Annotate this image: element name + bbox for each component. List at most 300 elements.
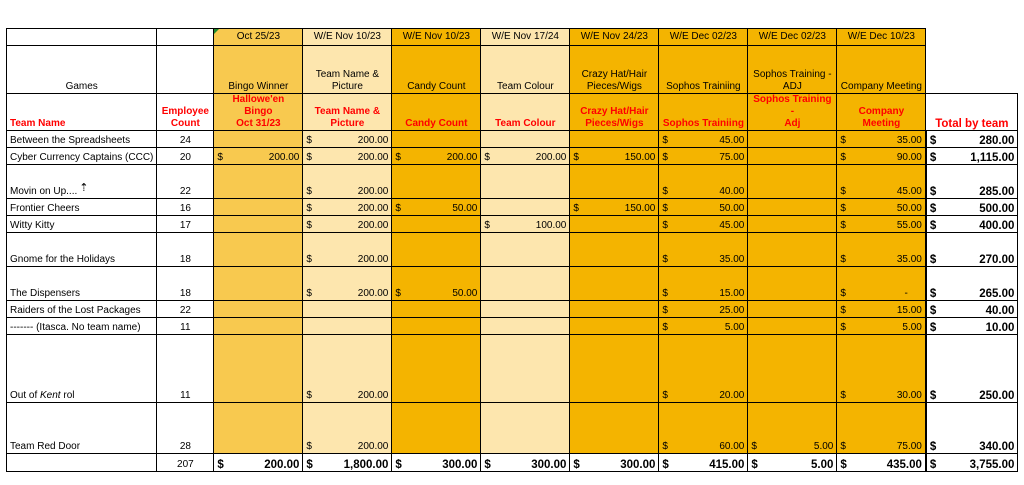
amount: 270.00 [979, 254, 1015, 266]
score-cell[interactable] [303, 165, 392, 199]
score-cell[interactable] [837, 148, 926, 165]
amount: 50.00 [452, 288, 478, 299]
score-cell[interactable] [748, 199, 837, 216]
amount: 200.00 [357, 135, 389, 146]
amount: 200.00 [357, 203, 389, 214]
score-cell[interactable] [570, 216, 659, 233]
currency-symbol: $ [395, 459, 402, 471]
amount: 500.00 [979, 203, 1015, 215]
score-cell[interactable] [481, 199, 570, 216]
score-cell[interactable] [659, 318, 748, 335]
amount: 35.00 [719, 254, 745, 265]
blank-cell [157, 46, 214, 94]
currency-value [840, 152, 922, 164]
currency-symbol: $ [217, 459, 224, 471]
score-cell[interactable] [303, 403, 392, 454]
team-total[interactable] [926, 148, 1018, 165]
score-cell[interactable] [303, 131, 392, 148]
game-line: Team Colour [497, 81, 554, 92]
amount: 5.00 [724, 322, 745, 333]
amount: 15.00 [719, 288, 745, 299]
currency-symbol: $ [306, 152, 312, 163]
team-row [7, 267, 1018, 301]
score-cell[interactable] [214, 165, 303, 199]
score-cell[interactable] [570, 301, 659, 318]
employee-count-line: Count [170, 118, 200, 129]
currency-value [217, 152, 299, 164]
currency-symbol: $ [217, 152, 223, 163]
currency-symbol: $ [573, 459, 580, 471]
score-cell[interactable] [659, 216, 748, 233]
amount: 35.00 [896, 135, 922, 146]
week-header[interactable]: W/E Nov 10/23 [303, 29, 392, 46]
week-header[interactable]: W/E Nov 24/23 [570, 29, 659, 46]
currency-symbol: $ [484, 152, 490, 163]
game-line: Candy Count [407, 81, 466, 92]
amount: 285.00 [979, 186, 1015, 198]
score-cell[interactable] [659, 335, 748, 403]
game-name[interactable] [659, 46, 748, 94]
team-name-text: Gnome for the Holidays [10, 254, 116, 265]
score-cell[interactable] [748, 165, 837, 199]
score-cell[interactable] [748, 403, 837, 454]
employee-count[interactable]: 28 [157, 403, 214, 454]
score-cell[interactable] [392, 233, 481, 267]
currency-symbol: $ [662, 220, 668, 231]
amount: 90.00 [896, 152, 922, 163]
team-name-text: Cyber Currency Captains (CCC) [10, 152, 154, 163]
currency-symbol: $ [306, 459, 313, 471]
score-cell[interactable] [570, 233, 659, 267]
game-name[interactable] [481, 46, 570, 94]
score-cell[interactable] [659, 131, 748, 148]
team-header-row [7, 94, 1018, 131]
currency-symbol: $ [840, 203, 846, 214]
grand-total[interactable] [926, 454, 1018, 472]
team-name-text: rol [60, 390, 75, 401]
score-cell[interactable] [303, 301, 392, 318]
score-cell[interactable] [570, 148, 659, 165]
game-name[interactable] [837, 46, 926, 94]
team-name[interactable] [7, 199, 157, 216]
employee-count-total[interactable]: 207 [157, 454, 214, 472]
red-game-line: Adj [784, 118, 801, 129]
score-cell[interactable] [570, 318, 659, 335]
score-cell[interactable] [214, 233, 303, 267]
score-cell[interactable] [837, 216, 926, 233]
score-cell[interactable] [303, 148, 392, 165]
week-header[interactable]: W/E Dec 02/23 [748, 29, 837, 46]
red-game-line: Team Colour [495, 118, 556, 129]
employee-count[interactable]: 18 [157, 267, 214, 301]
score-cell[interactable] [481, 233, 570, 267]
score-cell[interactable] [570, 131, 659, 148]
amount: 250.00 [979, 390, 1015, 402]
employee-count[interactable]: 18 [157, 233, 214, 267]
team-name[interactable] [7, 267, 157, 301]
currency-value [573, 203, 655, 215]
score-cell[interactable] [481, 216, 570, 233]
score-cell[interactable] [214, 131, 303, 148]
currency-symbol: $ [929, 441, 937, 453]
team-name[interactable] [7, 318, 157, 335]
currency-value [930, 135, 1015, 147]
currency-symbol: $ [662, 305, 668, 316]
red-game-line: Company Meeting [858, 106, 905, 129]
currency-value [395, 203, 477, 215]
team-points-table [6, 28, 1018, 472]
column-total[interactable] [481, 454, 570, 472]
team-total[interactable] [926, 216, 1018, 233]
currency-value [840, 254, 922, 266]
red-game-line: Pieces/Wigs [585, 118, 644, 129]
currency-value [930, 441, 1015, 453]
score-cell[interactable] [214, 335, 303, 403]
employee-count[interactable]: 24 [157, 131, 214, 148]
amount: 5.00 [810, 459, 834, 471]
score-cell[interactable] [570, 403, 659, 454]
score-cell[interactable] [659, 267, 748, 301]
score-cell[interactable] [481, 301, 570, 318]
currency-symbol: $ [306, 441, 312, 452]
currency-value [662, 322, 744, 334]
games-label[interactable]: Games [7, 46, 157, 94]
currency-symbol: $ [840, 186, 846, 197]
currency-value [306, 186, 388, 198]
score-cell[interactable] [748, 335, 837, 403]
team-total[interactable] [926, 301, 1018, 318]
currency-value [306, 135, 388, 147]
game-line: ADJ [782, 81, 802, 92]
employee-count[interactable]: 11 [157, 335, 214, 403]
score-cell[interactable] [748, 267, 837, 301]
column-total[interactable] [392, 454, 481, 472]
red-game-line: Crazy Hat/Hair [580, 106, 649, 117]
team-total[interactable] [926, 199, 1018, 216]
score-cell[interactable] [748, 318, 837, 335]
score-cell[interactable] [481, 318, 570, 335]
currency-symbol: $ [662, 254, 668, 265]
score-cell[interactable] [659, 403, 748, 454]
currency-value [930, 220, 1015, 232]
team-total[interactable] [926, 403, 1018, 454]
amount: 25.00 [719, 305, 745, 316]
score-cell[interactable] [481, 267, 570, 301]
team-total[interactable] [926, 233, 1018, 267]
score-cell[interactable] [392, 318, 481, 335]
amount: 50.00 [896, 203, 922, 214]
score-cell[interactable] [481, 165, 570, 199]
currency-value [662, 288, 744, 300]
amount: 3,755.00 [969, 459, 1015, 471]
currency-value [662, 390, 744, 402]
score-cell[interactable] [748, 233, 837, 267]
score-cell[interactable] [570, 199, 659, 216]
red-game-line: Picture [330, 118, 365, 129]
employee-count[interactable]: 22 [157, 165, 214, 199]
team-row [7, 403, 1018, 454]
team-name[interactable] [7, 165, 157, 199]
week-header[interactable]: Oct 25/23 [214, 29, 303, 46]
blank-cell [7, 454, 157, 472]
currency-value [662, 305, 744, 317]
score-cell[interactable] [481, 403, 570, 454]
currency-value [662, 152, 744, 164]
employee-count[interactable]: 17 [157, 216, 214, 233]
currency-value [573, 152, 655, 164]
up-arrow-icon: ⇡ [79, 182, 89, 194]
amount: 265.00 [979, 288, 1015, 300]
employee-count-header[interactable] [157, 94, 214, 131]
team-name-header[interactable]: Team Name [7, 94, 157, 131]
currency-value [840, 441, 922, 453]
game-name[interactable] [392, 46, 481, 94]
team-total[interactable] [926, 131, 1018, 148]
amount: 300.00 [442, 459, 478, 471]
amount: 200.00 [357, 288, 389, 299]
team-total[interactable] [926, 267, 1018, 301]
team-name[interactable] [7, 131, 157, 148]
score-cell[interactable] [214, 199, 303, 216]
score-cell[interactable] [392, 199, 481, 216]
currency-value [840, 135, 922, 147]
amount: 200.00 [357, 390, 389, 401]
currency-value [930, 305, 1015, 317]
currency-symbol: $ [840, 152, 846, 163]
game-line: Team Name & [315, 69, 380, 80]
score-cell[interactable] [748, 131, 837, 148]
week-header-row [7, 29, 1018, 46]
currency-symbol: $ [573, 152, 579, 163]
week-header[interactable]: W/E Dec 10/23 [837, 29, 926, 46]
amount: 30.00 [896, 390, 922, 401]
currency-value [930, 186, 1015, 198]
team-name[interactable] [7, 403, 157, 454]
amount: - [904, 288, 908, 299]
score-cell[interactable] [214, 403, 303, 454]
amount: 75.00 [896, 441, 922, 452]
red-game-header[interactable] [748, 94, 837, 131]
currency-symbol: $ [840, 390, 846, 401]
score-cell[interactable] [481, 148, 570, 165]
score-cell[interactable] [392, 301, 481, 318]
red-game-line: Oct 31/23 [236, 118, 281, 129]
score-cell[interactable] [659, 165, 748, 199]
currency-symbol: $ [662, 288, 668, 299]
score-cell[interactable] [659, 301, 748, 318]
score-cell[interactable] [748, 148, 837, 165]
score-cell[interactable] [837, 318, 926, 335]
game-line: Pieces/Wigs [586, 81, 642, 92]
score-cell[interactable] [303, 233, 392, 267]
red-game-header[interactable] [570, 94, 659, 131]
amount: 5.00 [902, 322, 922, 333]
team-name[interactable] [7, 148, 157, 165]
score-cell[interactable] [837, 131, 926, 148]
currency-symbol: $ [662, 203, 668, 214]
currency-value [930, 459, 1015, 471]
column-total[interactable] [570, 454, 659, 472]
amount: 100.00 [535, 220, 567, 231]
score-cell[interactable] [303, 199, 392, 216]
score-cell[interactable] [659, 199, 748, 216]
score-cell[interactable] [392, 267, 481, 301]
score-cell[interactable] [837, 403, 926, 454]
score-cell[interactable] [303, 335, 392, 403]
game-name[interactable] [303, 46, 392, 94]
week-header[interactable]: W/E Nov 10/23 [392, 29, 481, 46]
score-cell[interactable] [214, 301, 303, 318]
score-cell[interactable] [659, 148, 748, 165]
amount: 50.00 [452, 203, 478, 214]
currency-value [840, 322, 922, 334]
score-cell[interactable] [837, 233, 926, 267]
currency-value [306, 459, 388, 471]
score-cell[interactable] [214, 318, 303, 335]
team-name[interactable] [7, 301, 157, 318]
game-line: Picture [331, 81, 363, 92]
team-name-text: Witty Kitty [10, 220, 55, 231]
currency-value [751, 441, 833, 453]
column-total[interactable] [214, 454, 303, 472]
employee-count[interactable]: 16 [157, 199, 214, 216]
score-cell[interactable] [481, 131, 570, 148]
score-cell[interactable] [392, 403, 481, 454]
team-name-text: The Dispensers [10, 288, 81, 299]
red-game-header[interactable] [214, 94, 303, 131]
currency-symbol: $ [306, 135, 312, 146]
team-name[interactable] [7, 335, 157, 403]
game-name[interactable] [570, 46, 659, 94]
red-game-line: Candy Count [405, 118, 468, 129]
score-cell[interactable] [837, 335, 926, 403]
amount: 200.00 [446, 152, 478, 163]
score-cell[interactable] [570, 335, 659, 403]
game-line: Bingo Winner [228, 81, 289, 92]
blank-cell [7, 29, 157, 46]
amount: 200.00 [357, 152, 389, 163]
currency-value [306, 288, 388, 300]
score-cell[interactable] [748, 216, 837, 233]
team-name-text: ------- (Itasca. No team name) [10, 322, 141, 333]
currency-value [306, 203, 388, 215]
score-cell[interactable] [392, 131, 481, 148]
currency-symbol: $ [662, 135, 668, 146]
currency-symbol: $ [929, 186, 937, 198]
currency-symbol: $ [306, 254, 312, 265]
column-total[interactable] [748, 454, 837, 472]
red-game-header[interactable] [837, 94, 926, 131]
score-cell[interactable] [570, 165, 659, 199]
red-game-line: Hallowe'en Bingo [232, 94, 285, 117]
column-total[interactable] [837, 454, 926, 472]
column-total[interactable] [303, 454, 392, 472]
currency-symbol: $ [751, 459, 758, 471]
currency-symbol: $ [929, 254, 937, 266]
team-row [7, 301, 1018, 318]
currency-symbol: $ [929, 203, 937, 215]
score-cell[interactable] [214, 267, 303, 301]
team-name[interactable] [7, 216, 157, 233]
currency-symbol: $ [840, 305, 846, 316]
team-total[interactable] [926, 335, 1018, 403]
currency-value [306, 441, 388, 453]
currency-value [484, 152, 566, 164]
currency-value [217, 459, 299, 471]
game-name[interactable] [214, 46, 303, 94]
score-cell[interactable] [481, 335, 570, 403]
currency-symbol: $ [306, 220, 312, 231]
currency-value [840, 305, 922, 317]
team-row [7, 318, 1018, 335]
score-cell[interactable] [748, 301, 837, 318]
team-total[interactable] [926, 165, 1018, 199]
total-by-team-header[interactable]: Total by team [926, 94, 1018, 131]
amount: 55.00 [896, 220, 922, 231]
score-cell[interactable] [837, 199, 926, 216]
red-game-header[interactable] [481, 94, 570, 131]
amount: 200.00 [357, 254, 389, 265]
amount: 300.00 [620, 459, 656, 471]
amount: 150.00 [624, 152, 656, 163]
currency-symbol: $ [662, 390, 668, 401]
score-cell[interactable] [392, 148, 481, 165]
score-cell[interactable] [837, 165, 926, 199]
score-cell[interactable] [837, 267, 926, 301]
score-cell[interactable] [837, 301, 926, 318]
team-name-text: Team Red Door [10, 441, 81, 452]
currency-symbol: $ [662, 322, 668, 333]
currency-value [840, 186, 922, 198]
week-header[interactable]: W/E Nov 17/24 [481, 29, 570, 46]
score-cell[interactable] [392, 165, 481, 199]
red-game-header[interactable] [659, 94, 748, 131]
currency-symbol: $ [484, 220, 490, 231]
currency-value [930, 322, 1015, 334]
currency-symbol: $ [751, 441, 757, 452]
employee-count[interactable]: 11 [157, 318, 214, 335]
currency-symbol: $ [929, 288, 937, 300]
score-cell[interactable] [303, 267, 392, 301]
currency-value [840, 459, 922, 471]
red-game-header[interactable] [392, 94, 481, 131]
currency-value [484, 459, 566, 471]
currency-value [840, 220, 922, 232]
score-cell[interactable] [392, 216, 481, 233]
amount: 200.00 [264, 459, 300, 471]
score-cell[interactable] [214, 216, 303, 233]
score-cell[interactable] [570, 267, 659, 301]
score-cell[interactable] [659, 233, 748, 267]
currency-symbol: $ [840, 288, 846, 299]
team-total[interactable] [926, 318, 1018, 335]
column-total[interactable] [659, 454, 748, 472]
score-cell[interactable] [303, 216, 392, 233]
red-game-header[interactable] [303, 94, 392, 131]
score-cell[interactable] [303, 318, 392, 335]
week-header[interactable]: W/E Dec 02/23 [659, 29, 748, 46]
team-name[interactable] [7, 233, 157, 267]
game-line: Company Meeting [840, 81, 922, 92]
employee-count[interactable]: 20 [157, 148, 214, 165]
employee-count[interactable]: 22 [157, 301, 214, 318]
game-name[interactable] [748, 46, 837, 94]
red-game-line: Team Name & [314, 106, 381, 117]
currency-value [662, 459, 744, 471]
amount: 1,800.00 [343, 459, 389, 471]
score-cell[interactable] [214, 148, 303, 165]
score-cell[interactable] [392, 335, 481, 403]
